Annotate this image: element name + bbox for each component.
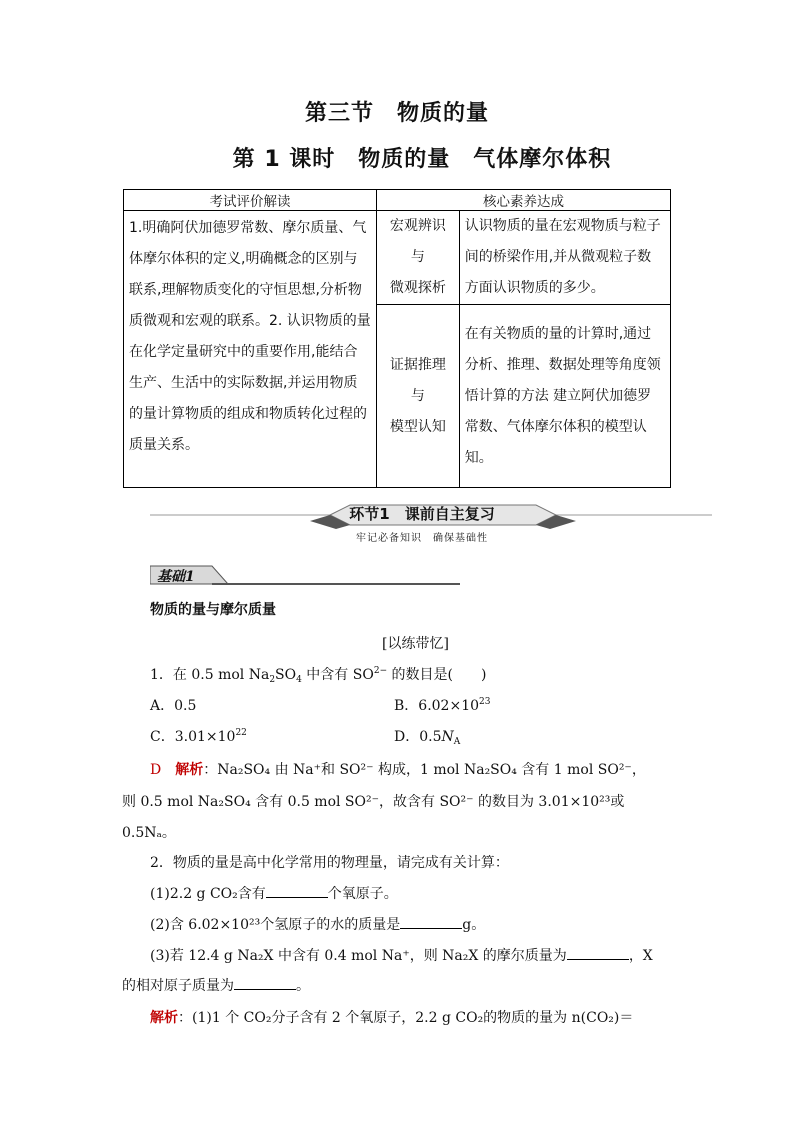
answer-blank-3[interactable]: [567, 947, 629, 960]
answer-2-line-1: 解析：(1)1 个 CO₂分子含有 2 个氧原子，2.2 g CO₂的物质的量为 n(CO₂)＝: [150, 1010, 634, 1026]
question-2-part-2: (2)含 6.02×10²³个氢原子的水的质量是 g。: [150, 917, 486, 933]
col-header-evaluation: 考试评价解读: [124, 190, 377, 211]
question-1: 1．在 0.5 mol $Na_2SO_4$ 中含有 $SO^{2-}$ 的数目是( ): [150, 666, 487, 685]
literacy-label-2: 证据推理 与 模型认知: [377, 305, 460, 488]
question-2-part-3-cont: 的相对原子质量为 。: [122, 978, 310, 994]
basics-tag-shape: [150, 564, 460, 586]
banner-subtitle: 牢记必备知识 确保基础性: [356, 533, 488, 544]
option-b: B．$6.02\times 10^{23}$: [394, 697, 491, 714]
practice-label: [以练带忆]: [382, 636, 449, 652]
analysis-label-2: 解析: [150, 1010, 178, 1026]
literacy-label-1: 宏观辨识 与 微观探析: [377, 211, 460, 305]
objectives-table: [123, 189, 671, 488]
banner-title: 环节1 课前自主复习: [349, 505, 495, 523]
option-a: A．0.5: [150, 698, 197, 714]
answer-1-line-2: 则 0.5 mol Na₂SO₄ 含有 0.5 mol SO²⁻，故含有 SO²⁻ 的数目为 3.01×10²³或: [122, 794, 625, 810]
question-2-stem: 2．物质的量是高中化学常用的物理量，请完成有关计算：: [150, 855, 509, 871]
literacy-text-1: 认识物质的量在宏观物质与粒子间的桥梁作用,并从微观粒子数方面认识物质的多少。: [459, 211, 670, 305]
answer-1-line-1: D 解析：Na₂SO₄ 由 Na⁺和 SO²⁻ 构成，1 mol Na₂SO₄ 含有 1 mol SO²⁻，: [150, 762, 646, 778]
section-title: 第三节 物质的量: [304, 101, 489, 126]
answer-letter: D: [150, 762, 162, 778]
topic-heading: 物质的量与摩尔质量: [150, 602, 276, 618]
basics-tag: 基础1: [157, 569, 195, 585]
col-header-literacy: 核心素养达成: [377, 190, 671, 211]
analysis-label: 解析: [175, 762, 204, 778]
question-2-part-1: (1)2.2 g CO₂含有 个氧原子。: [150, 886, 398, 902]
literacy-text-2: 在有关物质的量的计算时,通过分析、推理、数据处理等角度领悟计算的方法 建立阿伏加德罗常数、气体摩尔体积的模型认知。: [459, 305, 670, 488]
answer-blank-1[interactable]: [266, 885, 328, 898]
question-2-part-3: (3)若 12.4 g Na₂X 中含有 0.4 mol Na⁺，则 Na₂X 的摩尔质量为 ，X: [150, 948, 653, 964]
option-c: C．$3.01\times 10^{22}$: [150, 728, 247, 745]
option-d: D．$0.5N_A$: [394, 729, 461, 747]
answer-blank-4[interactable]: [234, 977, 296, 990]
answer-1-line-3: 0.5Nₐ。: [122, 825, 176, 841]
answer-blank-2[interactable]: [400, 916, 462, 929]
evaluation-text: 1.明确阿伏加德罗常数、摩尔质量、气体摩尔体积的定义,明确概念的区别与联系,理解物质变化的守恒思想,分析物质微观和宏观的联系。2. 认识物质的量在化学定量研究中的重要作用,能结合生产、生活中的实际数据,并运用物质的量计算物质的组成和物质转化过程的质量关系。: [124, 211, 377, 488]
lesson-title: 第 1 课时 物质的量 气体摩尔体积: [232, 147, 612, 172]
